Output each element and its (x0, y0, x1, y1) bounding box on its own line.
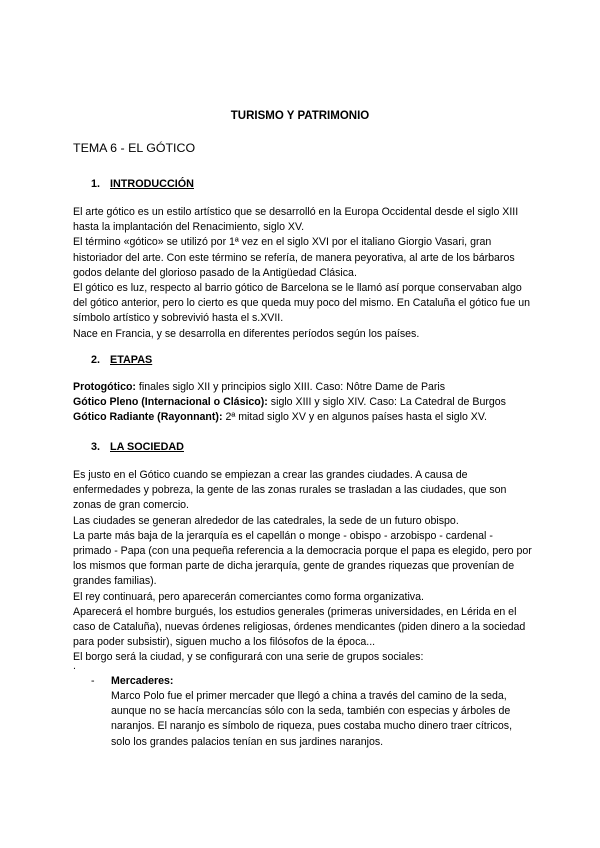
paragraph: El borgo será la ciudad, y se configurará con una serie de grupos sociales: (73, 651, 424, 664)
section-label: LA SOCIEDAD (110, 441, 184, 453)
stage-item (73, 380, 543, 395)
stage-name: Gótico Radiante (Rayonnant): (73, 411, 223, 424)
stage-text: siglo XIII y siglo XIV. Caso: La Catedral de Burgos (267, 396, 506, 409)
sociedad-body (73, 468, 533, 666)
section-heading-introduccion (91, 177, 194, 192)
section-number: 3. (91, 441, 101, 453)
stage-text: finales siglo XII y principios siglo XIII. Caso: Nôtre Dame de Paris (135, 381, 446, 393)
subitem-title: Mercaderes: (111, 675, 174, 687)
stage-item (73, 410, 543, 425)
paragraph: El gótico es luz, respecto al barrio gótico de Barcelona se le llamó así porque conservaban algo del gótico anterior, pero lo cierto es que queda muy poco del mismo. En Cataluña el gótico fue un símbolo artístico y sobrevivió hasta el s.XVII. (73, 282, 530, 325)
introduccion-body (73, 205, 533, 342)
stage-text: 2ª mitad siglo XV y en algunos países hasta el siglo XV. (222, 411, 487, 424)
paragraph: El rey continuará, pero aparecerán comerciantes como forma organizativa. (73, 590, 424, 603)
paragraph: Es justo en el Gótico cuando se empiezan a crear las grandes ciudades. A causa de enfermedades y pobreza, la gente de las zonas rurales se trasladan a las ciudades, que son zonas de gran comercio. (73, 469, 507, 512)
stage-name: Protogótico: (73, 381, 136, 393)
tema-heading: TEMA 6 - EL GÓTICO (73, 141, 196, 155)
section-heading-la-sociedad (91, 440, 184, 455)
paragraph: El término «gótico» se utilizó por 1ª vez en el siglo XVI por el italiano Giorgio Vasari, gran historiador del arte. Con este término se refería, de manera peyorativa, al arte de los bárbaros godos delante del glorioso pasado de la Antigüedad Clásica. (73, 236, 515, 279)
section-number: 2. (91, 354, 101, 366)
document-title: TURISMO Y PATRIMONIO (230, 110, 370, 122)
stray-dot: . (73, 660, 76, 672)
paragraph: La parte más baja de la jerarquía es el capellán o monge - obispo - arzobispo - cardenal - primado - Papa (con una pequeña referencia a la democracia porque el papa es elegido, pero por los mismos que forman parte de dicha jerarquía, gente de grandes riquezas que provenían de grandes familias). (73, 529, 532, 588)
section-number: 1. (91, 178, 101, 190)
paragraph: Aparecerá el hombre burgués, los estudios generales (primeras universidades, en Lérida en el caso de Cataluña), nuevas órdenes religiosas, órdenes mendicantes (piden dinero a la sociedad para poder subsistir), siguen mucho a los filósofos de la época... (73, 605, 526, 649)
section-label: ETAPAS (110, 354, 153, 366)
bullet-dash: - (91, 675, 95, 687)
paragraph: Nace en Francia, y se desarrolla en diferentes períodos según los países. (73, 327, 420, 340)
section-heading-etapas (91, 353, 152, 368)
etapas-list (73, 380, 543, 426)
paragraph: El arte gótico es un estilo artístico que se desarrolló en la Europa Occidental desde el siglo XIII hasta la implantación del Renacimiento, siglo XV. (73, 206, 519, 234)
subitem-text: Marco Polo fue el primer mercader que llegó a china a través del camino de la seda, aunque no se hacía mercancías sólo con la seda, también con especias y árboles de naranjos. El naranjo es símbolo de riqueza, pues costaba mucho dinero traer cítricos, solo los grandes palacios tenían en sus jardines naranjos. (111, 690, 513, 748)
paragraph: Las ciudades se generan alrededor de las catedrales, la sede de un futuro obispo. (73, 514, 459, 527)
stage-name: Gótico Pleno (Internacional o Clásico): (73, 396, 268, 409)
section-label: INTRODUCCIÓN (110, 178, 194, 190)
stage-item (73, 395, 543, 410)
